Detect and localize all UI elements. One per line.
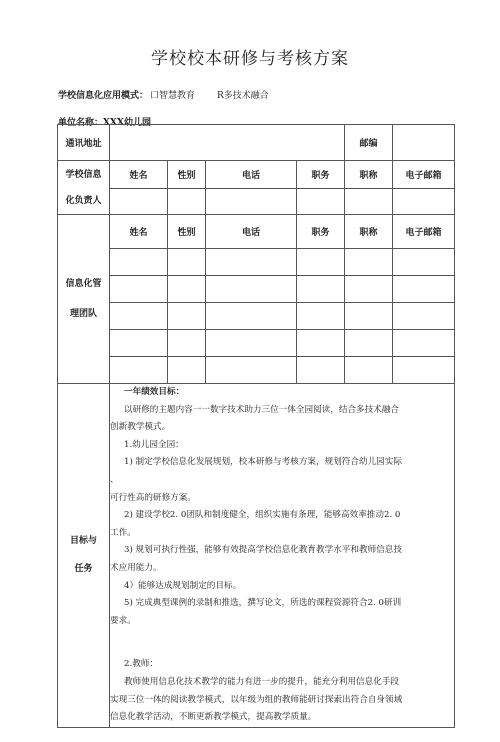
team-cell[interactable] bbox=[168, 357, 206, 384]
team-cell[interactable] bbox=[393, 249, 455, 276]
team-row bbox=[58, 357, 455, 384]
team-cell[interactable] bbox=[206, 303, 297, 330]
team-cell[interactable] bbox=[110, 303, 168, 330]
leader-email-cell[interactable] bbox=[393, 189, 455, 215]
team-header-phone: 电话 bbox=[206, 215, 297, 249]
leader-phone-cell[interactable] bbox=[206, 189, 297, 215]
team-label-line2: 理团队 bbox=[69, 309, 97, 319]
team-header-title: 职称 bbox=[345, 215, 393, 249]
team-cell[interactable] bbox=[393, 357, 455, 384]
goal-item-5-line1: 5) 完成典型课例的录制和推选，撰写论文，所选的课程资源符合2. 0研训 bbox=[124, 598, 402, 609]
team-label-line1: 信息化管 bbox=[65, 279, 102, 289]
team-cell[interactable] bbox=[110, 330, 168, 357]
teacher-goal-line1: 教师使用信息化技术教学的能力有进一步的提升，能充分利用信息化手段 bbox=[124, 676, 400, 687]
unit-name: 单位名称：XXX幼儿园 bbox=[58, 118, 151, 128]
header-position: 职务 bbox=[297, 161, 345, 189]
goal-item-2-line1: 2) 建设学校2. 0团队和制度健全，组织实施有条理，能够高效率推动2. 0 bbox=[124, 510, 401, 521]
team-row bbox=[58, 249, 455, 276]
team-cell[interactable] bbox=[206, 249, 297, 276]
postcode-label: 邮编 bbox=[345, 125, 393, 161]
team-cell[interactable] bbox=[206, 357, 297, 384]
leader-name-cell[interactable] bbox=[110, 189, 168, 215]
team-cell[interactable] bbox=[206, 330, 297, 357]
goals-intro-line2: 创新教学模式。 bbox=[110, 422, 171, 433]
goals-section2-title: 2.教师： bbox=[124, 659, 158, 670]
goals-label bbox=[58, 384, 110, 728]
leader-label-line2: 化负责人 bbox=[65, 195, 102, 206]
goals-label-line2: 任务 bbox=[74, 564, 93, 575]
teacher-goal-line2: 实现三位一体的阅读教学模式，以年级为组的教师能研讨探索出符合自身领域 bbox=[110, 694, 403, 705]
team-header-position: 职务 bbox=[297, 215, 345, 249]
team-cell[interactable] bbox=[393, 330, 455, 357]
team-cell[interactable] bbox=[297, 357, 345, 384]
goals-label-line1: 目标与 bbox=[69, 536, 97, 547]
header-email: 电子邮箱 bbox=[393, 161, 455, 189]
goals-content bbox=[110, 384, 455, 728]
team-header-email: 电子邮箱 bbox=[393, 215, 455, 249]
mode-option-smart-education[interactable]: 口智慧教育 bbox=[150, 91, 196, 101]
team-cell[interactable] bbox=[345, 357, 393, 384]
application-mode-label: 学校信息化应用模式： bbox=[58, 91, 149, 101]
goal-item-3-line2: 术应用能力。 bbox=[110, 562, 162, 573]
goals-intro-line1: 以研修的主题内容一一数字技术助力三位一体全园阅读，结合多技术融合 bbox=[124, 404, 400, 415]
team-cell[interactable] bbox=[168, 303, 206, 330]
info-table bbox=[57, 124, 455, 728]
goal-item-3-line1: 3) 规划可执行性强，能够有效提高学校信息化教育教学水平和教师信息技 bbox=[124, 545, 402, 556]
goals-section1-title: 1.幼儿园全园： bbox=[124, 439, 184, 450]
header-name: 姓名 bbox=[110, 161, 168, 189]
team-cell[interactable] bbox=[393, 303, 455, 330]
goal-item-1-line2: 、 bbox=[110, 474, 119, 485]
goal-item-1-line3: 可行性高的研修方案。 bbox=[110, 492, 196, 503]
leader-label bbox=[58, 161, 110, 215]
team-header-name: 姓名 bbox=[110, 215, 168, 249]
team-cell[interactable] bbox=[297, 276, 345, 303]
team-cell[interactable] bbox=[168, 249, 206, 276]
leader-label-line1: 学校信息 bbox=[65, 169, 102, 180]
leader-gender-cell[interactable] bbox=[168, 189, 206, 215]
application-mode-line bbox=[58, 88, 269, 101]
team-cell[interactable] bbox=[110, 249, 168, 276]
goals-heading: 一年绩效目标： bbox=[124, 387, 185, 397]
team-label bbox=[58, 215, 110, 384]
team-cell[interactable] bbox=[345, 276, 393, 303]
postcode-value[interactable] bbox=[393, 125, 455, 161]
team-cell[interactable] bbox=[206, 276, 297, 303]
team-cell[interactable] bbox=[110, 357, 168, 384]
document-title: 学校校本研修与考核方案 bbox=[151, 49, 349, 69]
address-label: 通讯地址 bbox=[58, 125, 110, 161]
goal-item-4: 4）能够达成规划制定的目标。 bbox=[124, 580, 242, 591]
team-cell[interactable] bbox=[345, 303, 393, 330]
team-cell[interactable] bbox=[168, 330, 206, 357]
team-cell[interactable] bbox=[168, 276, 206, 303]
team-cell[interactable] bbox=[393, 276, 455, 303]
team-row bbox=[58, 276, 455, 303]
team-header-gender: 性别 bbox=[168, 215, 206, 249]
mode-option-multi-tech[interactable]: R多技术融合 bbox=[217, 91, 269, 101]
header-title: 职称 bbox=[345, 161, 393, 189]
header-phone: 电话 bbox=[206, 161, 297, 189]
team-cell[interactable] bbox=[110, 276, 168, 303]
header-gender: 性别 bbox=[168, 161, 206, 189]
goal-item-5-line2: 要求。 bbox=[110, 615, 136, 626]
spacer bbox=[110, 630, 454, 656]
team-cell[interactable] bbox=[297, 303, 345, 330]
team-cell[interactable] bbox=[297, 330, 345, 357]
address-value[interactable] bbox=[110, 125, 345, 161]
team-row bbox=[58, 303, 455, 330]
leader-position-cell[interactable] bbox=[297, 189, 345, 215]
team-cell[interactable] bbox=[297, 249, 345, 276]
team-cell[interactable] bbox=[345, 330, 393, 357]
team-row bbox=[58, 330, 455, 357]
leader-title-cell[interactable] bbox=[345, 189, 393, 215]
goal-item-1-line1: 1) 制定学校信息化发展规划，校本研修与考核方案，规划符合幼儿园实际 bbox=[124, 457, 402, 468]
team-cell[interactable] bbox=[345, 249, 393, 276]
goal-item-2-line2: 工作。 bbox=[110, 527, 136, 538]
teacher-goal-line3: 信息化教学活动，不断更新教学模式，提高教学质量。 bbox=[110, 712, 317, 723]
